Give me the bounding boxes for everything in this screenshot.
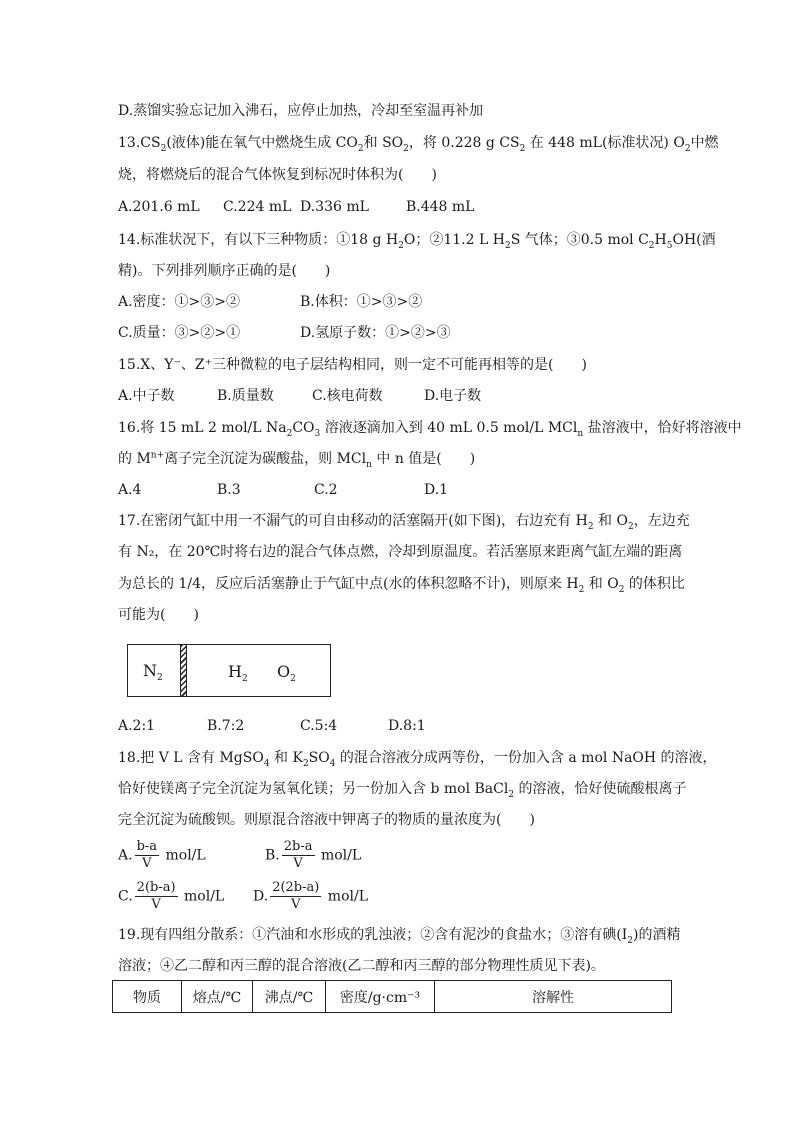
q16-stem-line2: 的 $M^{n+}$离子完全沉淀为碳酸盐，则 MCl$_n$ 中 n 值是( ) <box>118 450 476 470</box>
gas-o2-label: $O_2$ <box>277 662 296 685</box>
q13-stem-line2: 烧，将燃烧后的混合气体恢复到标况时体积为( ) <box>118 167 437 183</box>
q13-option-a[interactable]: A.201.6 mL <box>118 199 200 215</box>
q13-stem-line1: $13.CS_2$(液体)能在氧气中燃烧生成 $CO_2$和 $SO_2$，将 0.228 g $CS_2$ 在 448 mL(标准状况) $O_2$中燃 <box>118 135 719 154</box>
q14-option-a[interactable]: A.密度：①>③>② <box>118 294 241 310</box>
q17-option-a[interactable]: A.2:1 <box>118 718 156 734</box>
q19-stem-line2: 溶液；④乙二醇和丙三醇的混合溶液(乙二醇和丙三醇的部分物理性质见下表)。 <box>118 958 605 974</box>
fraction: $\frac{2b-a}{V}$ <box>283 839 313 871</box>
table-header-cell: 熔点/℃ <box>182 981 253 1013</box>
q15-option-a[interactable]: A.中子数 <box>118 388 175 404</box>
table-header-row <box>113 981 672 1013</box>
q17-option-b[interactable]: B.7:2 <box>207 718 245 734</box>
q12-option-d: D.蒸馏实验忘记加入沸石，应停止加热，冷却至室温再补加 <box>118 103 484 119</box>
q19-stem-line1: 19.现有四组分散系：①汽油和水形成的乳浊液；②含有泥沙的食盐水；③溶有碘$(I_2)$的酒精 <box>118 927 681 946</box>
piston <box>180 645 187 696</box>
q14-option-d[interactable]: D.氢原子数：①>②>③ <box>300 325 451 341</box>
q14-stem-line1: 14.标准状况下，有以下三种物质：①18 g $H_2O$；②11.2 L $H_2S$ 气体；③0.5 mol $C_2H_5OH$(酒 <box>118 232 716 251</box>
q14-option-c[interactable]: C.质量：③>②>① <box>118 325 241 341</box>
fraction: $\frac{b-a}{V}$ <box>136 839 158 871</box>
q18-option-b[interactable]: B. $\frac{2b-a}{V}$ mol/L <box>265 839 362 871</box>
q17-option-d[interactable]: D.8:1 <box>388 718 426 734</box>
q15-option-d[interactable]: D.电子数 <box>424 388 482 404</box>
gas-n2-label: $N_2$ <box>143 661 163 684</box>
q14-stem-line2: 精)。下列排列顺序正确的是( ) <box>118 263 331 279</box>
q18-option-d[interactable]: D. $\frac{2(2b-a)}{V}$ mol/L <box>253 880 368 912</box>
table-header-cell: 物质 <box>113 981 182 1013</box>
q17-stem-line4: 可能为( ) <box>118 607 199 623</box>
q16-option-a[interactable]: A.4 <box>118 482 142 498</box>
q16-option-b[interactable]: B.3 <box>217 482 241 498</box>
cylinder-diagram <box>127 644 331 697</box>
q13-option-c[interactable]: C.224 mL <box>223 199 292 215</box>
q15-option-b[interactable]: B.质量数 <box>217 388 274 404</box>
q18-option-a[interactable]: A. $\frac{b-a}{V}$ mol/L <box>118 839 206 871</box>
q13-option-d[interactable]: D.336 mL <box>300 199 369 215</box>
q15-stem: 15.X、Y⁻、Z⁺三种微粒的电子层结构相同，则一定不可能再相等的是( ) <box>118 357 587 373</box>
q17-stem-line2: 有 N₂，在 20℃时将右边的混合气体点燃，冷却到原温度。若活塞原来距离气缸左端的距离 <box>118 544 683 560</box>
q18-stem-line3: 完全沉淀为硫酸钡。则原混合溶液中钾离子的物质的量浓度为( ) <box>118 812 535 828</box>
table-header-cell: 溶解性 <box>435 981 672 1013</box>
q17-option-c[interactable]: C.5:4 <box>300 718 338 734</box>
q13-option-b[interactable]: B.448 mL <box>406 199 475 215</box>
properties-table <box>112 980 672 1013</box>
fraction: $\frac{2(b-a)}{V}$ <box>136 880 176 912</box>
q17-stem-line1: 17.在密闭气缸中用一不漏气的可自由移动的活塞隔开(如下图)，右边充有 $H_2$ 和 $O_2$，左边充 <box>118 513 690 532</box>
q18-stem-line1: 18.把 V L 含有 MgSO$_4$ 和 $K_2SO_4$ 的混合溶液分成两等份，一份加入含 a mol NaOH 的溶液， <box>118 750 717 769</box>
q16-stem-line1: 16.将 15 mL 2 mol/L $Na_2CO_3$ 溶液逐滴加入到 40 mL 0.5 mol/L MCl$_n$ 盐溶液中，恰好将溶液中 <box>118 420 742 439</box>
q16-option-c[interactable]: C.2 <box>314 482 338 498</box>
q18-stem-line2: 恰好使镁离子完全沉淀为氢氧化镁；另一份加入含 b mol BaCl$_2$ 的溶液，恰好使硫酸根离子 <box>118 781 687 800</box>
fraction: $\frac{2(2b-a)}{V}$ <box>272 880 320 912</box>
table-header-cell: 沸点/℃ <box>253 981 326 1013</box>
q17-stem-line3: 为总长的 1/4，反应后活塞静止于气缸中点(水的体积忽略不计)，则原来 $H_2$ 和 $O_2$ 的体积比 <box>118 576 685 595</box>
table-header-cell: 密度/g·cm⁻³ <box>326 981 435 1013</box>
q16-option-d[interactable]: D.1 <box>424 482 449 498</box>
q18-option-c[interactable]: C. $\frac{2(b-a)}{V}$ mol/L <box>118 880 225 912</box>
q15-option-c[interactable]: C.核电荷数 <box>312 388 383 404</box>
q14-option-b[interactable]: B.体积：①>③>② <box>300 294 423 310</box>
gas-h2-label: $H_2$ <box>228 662 248 685</box>
